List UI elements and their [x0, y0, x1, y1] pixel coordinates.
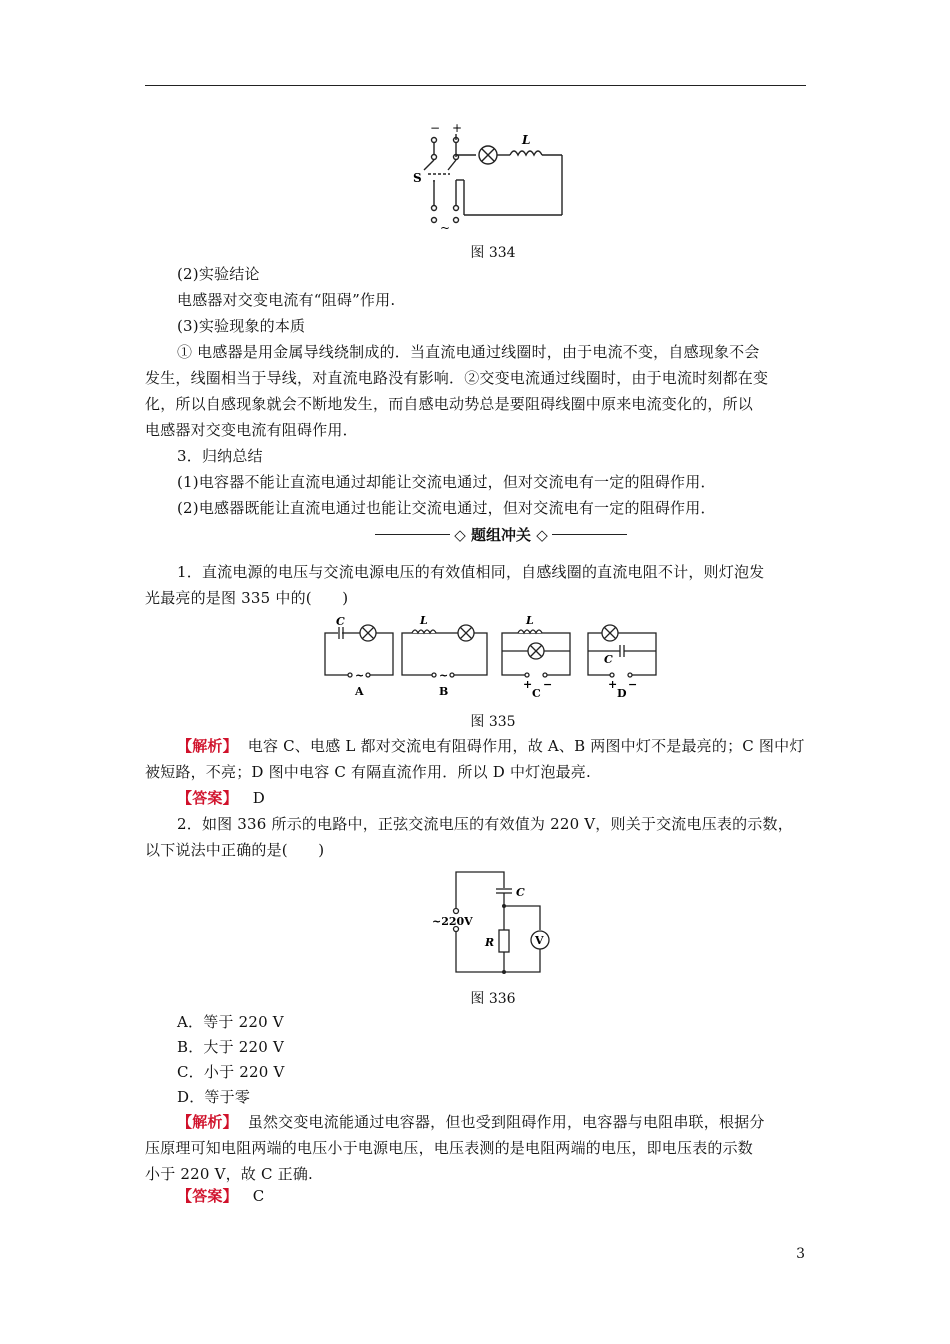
banner-left-rule	[375, 534, 450, 535]
q1-answer-line	[177, 787, 265, 809]
q1-answer-tag: 【答案】	[177, 789, 238, 807]
fig334-inductor-label: L	[522, 133, 531, 147]
fig334-ac-label: ~	[440, 221, 451, 235]
banner-right-rule	[552, 534, 627, 535]
q2-option-a: A．等于 220 V	[177, 1013, 284, 1031]
essence-line: 发生，线圈相当于导线，对直流电路没有影响．②交变电流通过线圈时，由于电流时刻都在变	[145, 369, 769, 387]
q2-option-c: C．小于 220 V	[177, 1063, 285, 1081]
q2-analysis-line	[177, 1111, 765, 1133]
summary-line: (1)电容器不能让直流电通过却能让交流电通过，但对交流电有一定的阻碍作用．	[177, 473, 716, 491]
q2-answer-value: C	[252, 1187, 265, 1205]
q1-analysis-tag: 【解析】	[177, 737, 238, 755]
heading-conclusion: (2)实验结论	[177, 265, 260, 283]
fig335-c-ind-label: L	[526, 615, 534, 627]
fig335-d-cap-label: C	[604, 653, 613, 666]
section-banner	[375, 523, 627, 545]
fig335-b-ac-label: ~	[439, 669, 449, 682]
fig335-panel-b: B	[439, 685, 449, 698]
essence-line: 电感器对交变电流有阻碍作用．	[145, 421, 358, 439]
q2-option-d: D．等于零	[177, 1088, 251, 1106]
figure-336-circuit	[430, 868, 560, 978]
header-rule	[145, 85, 806, 86]
heading-essence: (3)实验现象的本质	[177, 317, 306, 335]
fig336-voltmeter-label: V	[535, 934, 544, 947]
q2-analysis-tag: 【解析】	[177, 1113, 238, 1131]
essence-line: 化，所以自感现象就会不断地发生，而自感电动势总是要阻碍线圈中原来电流变化的，所以	[145, 395, 754, 413]
fig335-c-plus: +	[523, 678, 533, 691]
q2-analysis-text: 虽然交变电流能通过电容器，但也受到阻碍作用，电容器与电阻串联，根据分	[247, 1113, 765, 1131]
banner-title: ◇ 题组冲关 ◇	[454, 525, 548, 544]
q2-analysis-line: 压原理可知电阻两端的电压小于电源电压，电压表测的是电阻两端的电压，即电压表的示数	[145, 1139, 754, 1157]
fig334-minus-label: −	[430, 121, 441, 135]
q1-line: 1．直流电源的电压与交流电源电压的有效值相同，自感线圈的直流电阻不计，则灯泡发	[177, 563, 765, 581]
fig335-d-minus: −	[628, 678, 638, 691]
figure-334-caption: 图 334	[470, 245, 516, 261]
figure-335-circuits	[320, 615, 665, 700]
q2-answer-tag: 【答案】	[177, 1187, 238, 1205]
fig335-a-ac-label: ~	[355, 669, 365, 682]
q2-answer-line	[177, 1185, 264, 1207]
fig336-source-label: ~220V	[432, 915, 473, 928]
figure-334-circuit	[410, 120, 580, 235]
q1-answer-value: D	[252, 789, 265, 807]
fig335-panel-c: C	[532, 687, 541, 700]
fig334-switch-label: S	[413, 171, 422, 185]
q1-analysis-text: 电容 C、电感 L 都对交流电有阻碍作用，故 A、B 两图中灯不是最亮的；C 图中灯	[247, 737, 805, 755]
page-number: 3	[796, 1246, 805, 1262]
q1-line: 光最亮的是图 335 中的( )	[145, 589, 349, 607]
q2-option-b: B．大于 220 V	[177, 1038, 285, 1056]
fig335-panel-a: A	[355, 685, 364, 698]
q2-line: 以下说法中正确的是( )	[145, 841, 325, 859]
q2-line: 2．如图 336 所示的电路中，正弦交流电压的有效值为 220 V，则关于交流电压表的示数，	[177, 815, 793, 833]
fig335-c-minus: −	[543, 678, 553, 691]
fig335-b-ind-label: L	[420, 615, 428, 627]
summary-heading: 3．归纳总结	[177, 447, 263, 465]
conclusion-text: 电感器对交变电流有“阻碍”作用.	[177, 291, 396, 309]
summary-line: (2)电感器既能让直流电通过也能让交流电通过，但对交流电有一定的阻碍作用．	[177, 499, 716, 517]
fig336-capacitor-label: C	[516, 886, 525, 899]
figure-336-caption: 图 336	[470, 991, 516, 1007]
fig335-panel-d: D	[617, 687, 627, 700]
figure-335-caption: 图 335	[470, 714, 516, 730]
fig335-d-plus: +	[608, 678, 618, 691]
q1-analysis-line: 被短路，不亮；D 图中电容 C 有隔直流作用．所以 D 中灯泡最亮.	[145, 763, 591, 781]
q1-analysis-line	[177, 735, 805, 757]
fig335-a-cap-label: C	[336, 615, 345, 628]
essence-line: ① 电感器是用金属导线绕制成的．当直流电通过线圈时，由于电流不变，自感现象不会	[177, 343, 760, 361]
fig334-plus-label: +	[452, 121, 463, 135]
q2-analysis-line: 小于 220 V，故 C 正确.	[145, 1165, 313, 1183]
fig336-resistor-label: R	[485, 936, 495, 949]
